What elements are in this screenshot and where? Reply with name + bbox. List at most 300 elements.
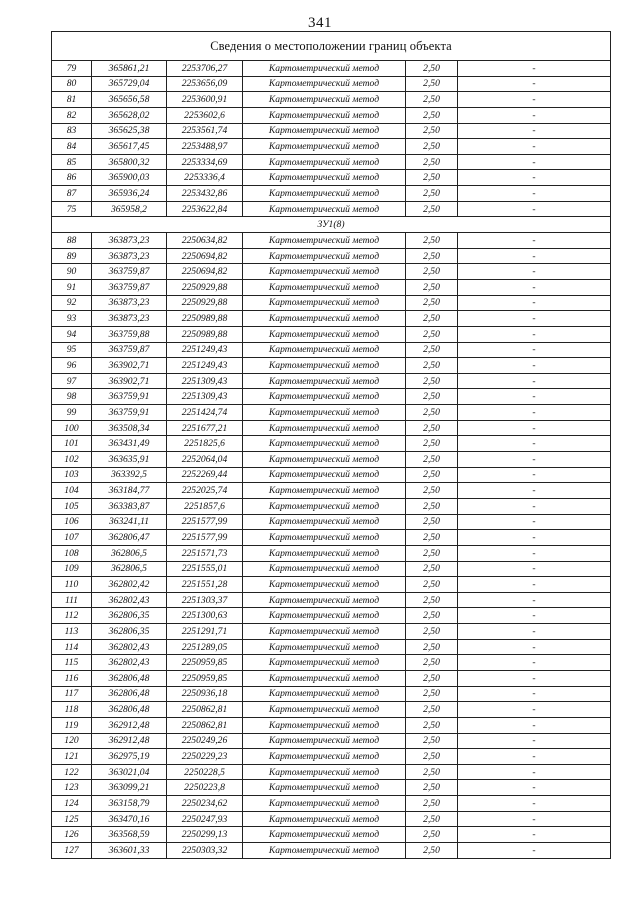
cell-precision: 2,50 (406, 670, 458, 686)
cell-precision: 2,50 (406, 123, 458, 139)
cell-point-number: 118 (52, 702, 92, 718)
cell-y-coordinate: 2250634,82 (167, 233, 243, 249)
cell-method: Картометрический метод (243, 295, 406, 311)
cell-x-coordinate: 362806,48 (92, 702, 167, 718)
cell-method: Картометрический метод (243, 514, 406, 530)
cell-y-coordinate: 2250229,23 (167, 749, 243, 765)
cell-y-coordinate: 2250862,81 (167, 702, 243, 718)
cell-description: - (458, 420, 611, 436)
cell-description: - (458, 655, 611, 671)
cell-method: Картометрический метод (243, 639, 406, 655)
cell-point-number: 124 (52, 796, 92, 812)
cell-precision: 2,50 (406, 61, 458, 77)
cell-x-coordinate: 363759,91 (92, 405, 167, 421)
cell-x-coordinate: 362975,19 (92, 749, 167, 765)
cell-description: - (458, 670, 611, 686)
table-row (52, 248, 611, 264)
cell-x-coordinate: 362806,35 (92, 624, 167, 640)
cell-y-coordinate: 2250862,81 (167, 717, 243, 733)
cell-method: Картометрический метод (243, 264, 406, 280)
cell-y-coordinate: 2251249,43 (167, 342, 243, 358)
cell-description: - (458, 123, 611, 139)
cell-description: - (458, 796, 611, 812)
cell-precision: 2,50 (406, 326, 458, 342)
cell-description: - (458, 624, 611, 640)
cell-description: - (458, 311, 611, 327)
table-row (52, 467, 611, 483)
section-header-row (52, 217, 611, 233)
cell-y-coordinate: 2251857,6 (167, 498, 243, 514)
cell-point-number: 94 (52, 326, 92, 342)
cell-y-coordinate: 2253600,91 (167, 92, 243, 108)
cell-x-coordinate: 365729,04 (92, 76, 167, 92)
cell-description: - (458, 295, 611, 311)
cell-x-coordinate: 365900,03 (92, 170, 167, 186)
cell-x-coordinate: 363759,87 (92, 264, 167, 280)
cell-y-coordinate: 2250299,13 (167, 827, 243, 843)
cell-method: Картометрический метод (243, 561, 406, 577)
cell-y-coordinate: 2253706,27 (167, 61, 243, 77)
cell-description: - (458, 545, 611, 561)
table-row (52, 107, 611, 123)
cell-method: Картометрический метод (243, 608, 406, 624)
cell-precision: 2,50 (406, 264, 458, 280)
table-row (52, 201, 611, 217)
cell-description: - (458, 248, 611, 264)
table-row (52, 764, 611, 780)
cell-x-coordinate: 363601,33 (92, 843, 167, 859)
table-row (52, 749, 611, 765)
table-row (52, 452, 611, 468)
table-row (52, 780, 611, 796)
cell-method: Картометрический метод (243, 201, 406, 217)
cell-point-number: 104 (52, 483, 92, 499)
cell-description: - (458, 326, 611, 342)
cell-point-number: 113 (52, 624, 92, 640)
cell-method: Картометрический метод (243, 498, 406, 514)
cell-description: - (458, 592, 611, 608)
cell-point-number: 93 (52, 311, 92, 327)
cell-description: - (458, 186, 611, 202)
table-row (52, 389, 611, 405)
cell-point-number: 92 (52, 295, 92, 311)
cell-description: - (458, 201, 611, 217)
cell-method: Картометрический метод (243, 686, 406, 702)
cell-description: - (458, 686, 611, 702)
cell-description: - (458, 170, 611, 186)
cell-x-coordinate: 363470,16 (92, 811, 167, 827)
table-row (52, 686, 611, 702)
cell-description: - (458, 483, 611, 499)
cell-x-coordinate: 363759,91 (92, 389, 167, 405)
cell-precision: 2,50 (406, 655, 458, 671)
table-row (52, 733, 611, 749)
table-row (52, 154, 611, 170)
cell-point-number: 109 (52, 561, 92, 577)
cell-y-coordinate: 2250234,62 (167, 796, 243, 812)
cell-method: Картометрический метод (243, 373, 406, 389)
cell-point-number: 84 (52, 139, 92, 155)
cell-x-coordinate: 363873,23 (92, 233, 167, 249)
table-row (52, 420, 611, 436)
cell-precision: 2,50 (406, 279, 458, 295)
cell-precision: 2,50 (406, 686, 458, 702)
cell-method: Картометрический метод (243, 827, 406, 843)
cell-y-coordinate: 2251309,43 (167, 389, 243, 405)
cell-method: Картометрический метод (243, 655, 406, 671)
table-row (52, 295, 611, 311)
cell-precision: 2,50 (406, 827, 458, 843)
cell-description: - (458, 608, 611, 624)
cell-y-coordinate: 2253622,84 (167, 201, 243, 217)
cell-description: - (458, 358, 611, 374)
cell-description: - (458, 561, 611, 577)
table-row (52, 264, 611, 280)
cell-method: Картометрический метод (243, 389, 406, 405)
table-row (52, 311, 611, 327)
cell-method: Картометрический метод (243, 733, 406, 749)
table-row (52, 123, 611, 139)
cell-description: - (458, 749, 611, 765)
table-row (52, 592, 611, 608)
cell-x-coordinate: 365800,32 (92, 154, 167, 170)
cell-point-number: 117 (52, 686, 92, 702)
cell-point-number: 119 (52, 717, 92, 733)
cell-point-number: 100 (52, 420, 92, 436)
table-row (52, 624, 611, 640)
cell-method: Картометрический метод (243, 452, 406, 468)
cell-precision: 2,50 (406, 233, 458, 249)
cell-description: - (458, 764, 611, 780)
cell-x-coordinate: 363759,87 (92, 342, 167, 358)
cell-precision: 2,50 (406, 764, 458, 780)
cell-description: - (458, 342, 611, 358)
cell-x-coordinate: 363021,04 (92, 764, 167, 780)
cell-precision: 2,50 (406, 186, 458, 202)
cell-method: Картометрический метод (243, 123, 406, 139)
cell-description: - (458, 780, 611, 796)
cell-x-coordinate: 363392,5 (92, 467, 167, 483)
cell-description: - (458, 577, 611, 593)
table-row (52, 61, 611, 77)
cell-method: Картометрический метод (243, 577, 406, 593)
cell-method: Картометрический метод (243, 717, 406, 733)
cell-point-number: 115 (52, 655, 92, 671)
cell-point-number: 122 (52, 764, 92, 780)
table-row (52, 827, 611, 843)
cell-method: Картометрический метод (243, 358, 406, 374)
cell-precision: 2,50 (406, 154, 458, 170)
cell-point-number: 123 (52, 780, 92, 796)
cell-y-coordinate: 2252025,74 (167, 483, 243, 499)
cell-description: - (458, 436, 611, 452)
cell-precision: 2,50 (406, 483, 458, 499)
cell-point-number: 120 (52, 733, 92, 749)
cell-y-coordinate: 2253656,09 (167, 76, 243, 92)
cell-x-coordinate: 363099,21 (92, 780, 167, 796)
cell-description: - (458, 514, 611, 530)
cell-point-number: 90 (52, 264, 92, 280)
cell-method: Картометрический метод (243, 780, 406, 796)
cell-precision: 2,50 (406, 545, 458, 561)
cell-y-coordinate: 2250989,88 (167, 326, 243, 342)
cell-method: Картометрический метод (243, 76, 406, 92)
cell-description: - (458, 264, 611, 280)
cell-method: Картометрический метод (243, 670, 406, 686)
cell-point-number: 91 (52, 279, 92, 295)
cell-precision: 2,50 (406, 436, 458, 452)
cell-point-number: 126 (52, 827, 92, 843)
table-row (52, 514, 611, 530)
cell-precision: 2,50 (406, 389, 458, 405)
cell-precision: 2,50 (406, 342, 458, 358)
cell-y-coordinate: 2253334,69 (167, 154, 243, 170)
cell-method: Картометрический метод (243, 248, 406, 264)
table-row (52, 76, 611, 92)
cell-description: - (458, 717, 611, 733)
cell-description: - (458, 498, 611, 514)
cell-point-number: 114 (52, 639, 92, 655)
table-row (52, 545, 611, 561)
cell-y-coordinate: 2250223,8 (167, 780, 243, 796)
cell-precision: 2,50 (406, 592, 458, 608)
cell-y-coordinate: 2250936,18 (167, 686, 243, 702)
cell-description: - (458, 279, 611, 295)
cell-method: Картометрический метод (243, 405, 406, 421)
cell-x-coordinate: 362802,43 (92, 639, 167, 655)
cell-method: Картометрический метод (243, 624, 406, 640)
table-row (52, 405, 611, 421)
cell-method: Картометрический метод (243, 139, 406, 155)
cell-x-coordinate: 363568,59 (92, 827, 167, 843)
table-title: Сведения о местоположении границ объекта (52, 32, 611, 61)
cell-y-coordinate: 2251289,05 (167, 639, 243, 655)
cell-point-number: 110 (52, 577, 92, 593)
table-row (52, 811, 611, 827)
cell-y-coordinate: 2250929,88 (167, 279, 243, 295)
cell-method: Картометрический метод (243, 279, 406, 295)
cell-method: Картометрический метод (243, 107, 406, 123)
cell-y-coordinate: 2253602,6 (167, 107, 243, 123)
cell-precision: 2,50 (406, 170, 458, 186)
cell-method: Картометрический метод (243, 311, 406, 327)
cell-precision: 2,50 (406, 639, 458, 655)
cell-precision: 2,50 (406, 311, 458, 327)
cell-precision: 2,50 (406, 92, 458, 108)
cell-precision: 2,50 (406, 796, 458, 812)
cell-y-coordinate: 2251291,71 (167, 624, 243, 640)
cell-precision: 2,50 (406, 780, 458, 796)
cell-y-coordinate: 2250929,88 (167, 295, 243, 311)
cell-y-coordinate: 2253488,97 (167, 139, 243, 155)
table-row (52, 279, 611, 295)
cell-x-coordinate: 362806,5 (92, 545, 167, 561)
cell-description: - (458, 733, 611, 749)
cell-y-coordinate: 2251677,21 (167, 420, 243, 436)
cell-point-number: 95 (52, 342, 92, 358)
cell-precision: 2,50 (406, 373, 458, 389)
cell-point-number: 99 (52, 405, 92, 421)
cell-x-coordinate: 362912,48 (92, 717, 167, 733)
cell-method: Картометрический метод (243, 545, 406, 561)
cell-y-coordinate: 2250303,32 (167, 843, 243, 859)
cell-method: Картометрический метод (243, 186, 406, 202)
table-row (52, 843, 611, 859)
table-row (52, 358, 611, 374)
cell-precision: 2,50 (406, 139, 458, 155)
cell-x-coordinate: 363635,91 (92, 452, 167, 468)
cell-method: Картометрический метод (243, 749, 406, 765)
table-row (52, 796, 611, 812)
cell-point-number: 102 (52, 452, 92, 468)
cell-y-coordinate: 2251249,43 (167, 358, 243, 374)
cell-point-number: 96 (52, 358, 92, 374)
cell-point-number: 107 (52, 530, 92, 546)
cell-y-coordinate: 2250959,85 (167, 670, 243, 686)
table-row (52, 342, 611, 358)
cell-point-number: 127 (52, 843, 92, 859)
section-label: ЗУ1(8) (52, 217, 611, 233)
cell-y-coordinate: 2250228,5 (167, 764, 243, 780)
table-row (52, 702, 611, 718)
cell-precision: 2,50 (406, 452, 458, 468)
cell-point-number: 108 (52, 545, 92, 561)
cell-precision: 2,50 (406, 76, 458, 92)
cell-x-coordinate: 363873,23 (92, 295, 167, 311)
cell-x-coordinate: 365628,02 (92, 107, 167, 123)
cell-precision: 2,50 (406, 201, 458, 217)
cell-y-coordinate: 2251309,43 (167, 373, 243, 389)
cell-method: Картометрический метод (243, 436, 406, 452)
cell-description: - (458, 92, 611, 108)
cell-precision: 2,50 (406, 608, 458, 624)
cell-method: Картометрический метод (243, 420, 406, 436)
cell-point-number: 80 (52, 76, 92, 92)
cell-description: - (458, 811, 611, 827)
cell-method: Картометрический метод (243, 342, 406, 358)
table-body (52, 32, 611, 859)
cell-point-number: 81 (52, 92, 92, 108)
cell-x-coordinate: 363508,34 (92, 420, 167, 436)
cell-description: - (458, 843, 611, 859)
cell-precision: 2,50 (406, 530, 458, 546)
cell-point-number: 112 (52, 608, 92, 624)
cell-point-number: 83 (52, 123, 92, 139)
cell-x-coordinate: 362802,42 (92, 577, 167, 593)
cell-precision: 2,50 (406, 420, 458, 436)
table-row (52, 530, 611, 546)
cell-description: - (458, 530, 611, 546)
page-number: 341 (308, 15, 332, 31)
cell-precision: 2,50 (406, 717, 458, 733)
cell-x-coordinate: 362802,43 (92, 592, 167, 608)
cell-point-number: 97 (52, 373, 92, 389)
cell-point-number: 106 (52, 514, 92, 530)
cell-precision: 2,50 (406, 577, 458, 593)
cell-x-coordinate: 365617,45 (92, 139, 167, 155)
cell-precision: 2,50 (406, 624, 458, 640)
table-row (52, 608, 611, 624)
cell-point-number: 82 (52, 107, 92, 123)
cell-y-coordinate: 2251825,6 (167, 436, 243, 452)
cell-method: Картометрический метод (243, 592, 406, 608)
table-row (52, 717, 611, 733)
cell-point-number: 87 (52, 186, 92, 202)
cell-y-coordinate: 2251577,99 (167, 514, 243, 530)
cell-y-coordinate: 2251555,01 (167, 561, 243, 577)
cell-y-coordinate: 2250959,85 (167, 655, 243, 671)
cell-y-coordinate: 2253432,86 (167, 186, 243, 202)
cell-precision: 2,50 (406, 358, 458, 374)
table-row (52, 139, 611, 155)
cell-y-coordinate: 2251300,63 (167, 608, 243, 624)
cell-y-coordinate: 2250694,82 (167, 248, 243, 264)
cell-y-coordinate: 2250694,82 (167, 264, 243, 280)
cell-method: Картометрический метод (243, 61, 406, 77)
cell-point-number: 105 (52, 498, 92, 514)
table-row (52, 233, 611, 249)
cell-precision: 2,50 (406, 561, 458, 577)
cell-point-number: 89 (52, 248, 92, 264)
table-row (52, 577, 611, 593)
cell-description: - (458, 373, 611, 389)
cell-method: Картометрический метод (243, 796, 406, 812)
cell-method: Картометрический метод (243, 483, 406, 499)
cell-x-coordinate: 365861,21 (92, 61, 167, 77)
cell-point-number: 86 (52, 170, 92, 186)
cell-y-coordinate: 2251424,74 (167, 405, 243, 421)
cell-description: - (458, 76, 611, 92)
cell-precision: 2,50 (406, 467, 458, 483)
cell-x-coordinate: 363158,79 (92, 796, 167, 812)
cell-x-coordinate: 363873,23 (92, 248, 167, 264)
table-title-row (52, 32, 611, 61)
cell-description: - (458, 154, 611, 170)
cell-point-number: 111 (52, 592, 92, 608)
cell-x-coordinate: 362806,5 (92, 561, 167, 577)
cell-y-coordinate: 2250989,88 (167, 311, 243, 327)
cell-description: - (458, 452, 611, 468)
cell-description: - (458, 467, 611, 483)
cell-method: Картометрический метод (243, 530, 406, 546)
cell-x-coordinate: 365656,58 (92, 92, 167, 108)
cell-precision: 2,50 (406, 295, 458, 311)
table-row (52, 670, 611, 686)
cell-precision: 2,50 (406, 248, 458, 264)
table-row (52, 561, 611, 577)
cell-x-coordinate: 363759,88 (92, 326, 167, 342)
cell-point-number: 103 (52, 467, 92, 483)
cell-description: - (458, 139, 611, 155)
cell-point-number: 88 (52, 233, 92, 249)
table-row (52, 436, 611, 452)
cell-point-number: 101 (52, 436, 92, 452)
cell-point-number: 85 (52, 154, 92, 170)
cell-y-coordinate: 2251303,37 (167, 592, 243, 608)
cell-x-coordinate: 363184,77 (92, 483, 167, 499)
cell-description: - (458, 389, 611, 405)
cell-point-number: 125 (52, 811, 92, 827)
boundary-coordinates-table (51, 31, 611, 859)
cell-description: - (458, 107, 611, 123)
cell-x-coordinate: 362806,35 (92, 608, 167, 624)
table-row (52, 655, 611, 671)
table-row (52, 373, 611, 389)
cell-method: Картометрический метод (243, 233, 406, 249)
cell-precision: 2,50 (406, 498, 458, 514)
cell-point-number: 79 (52, 61, 92, 77)
cell-y-coordinate: 2250249,26 (167, 733, 243, 749)
